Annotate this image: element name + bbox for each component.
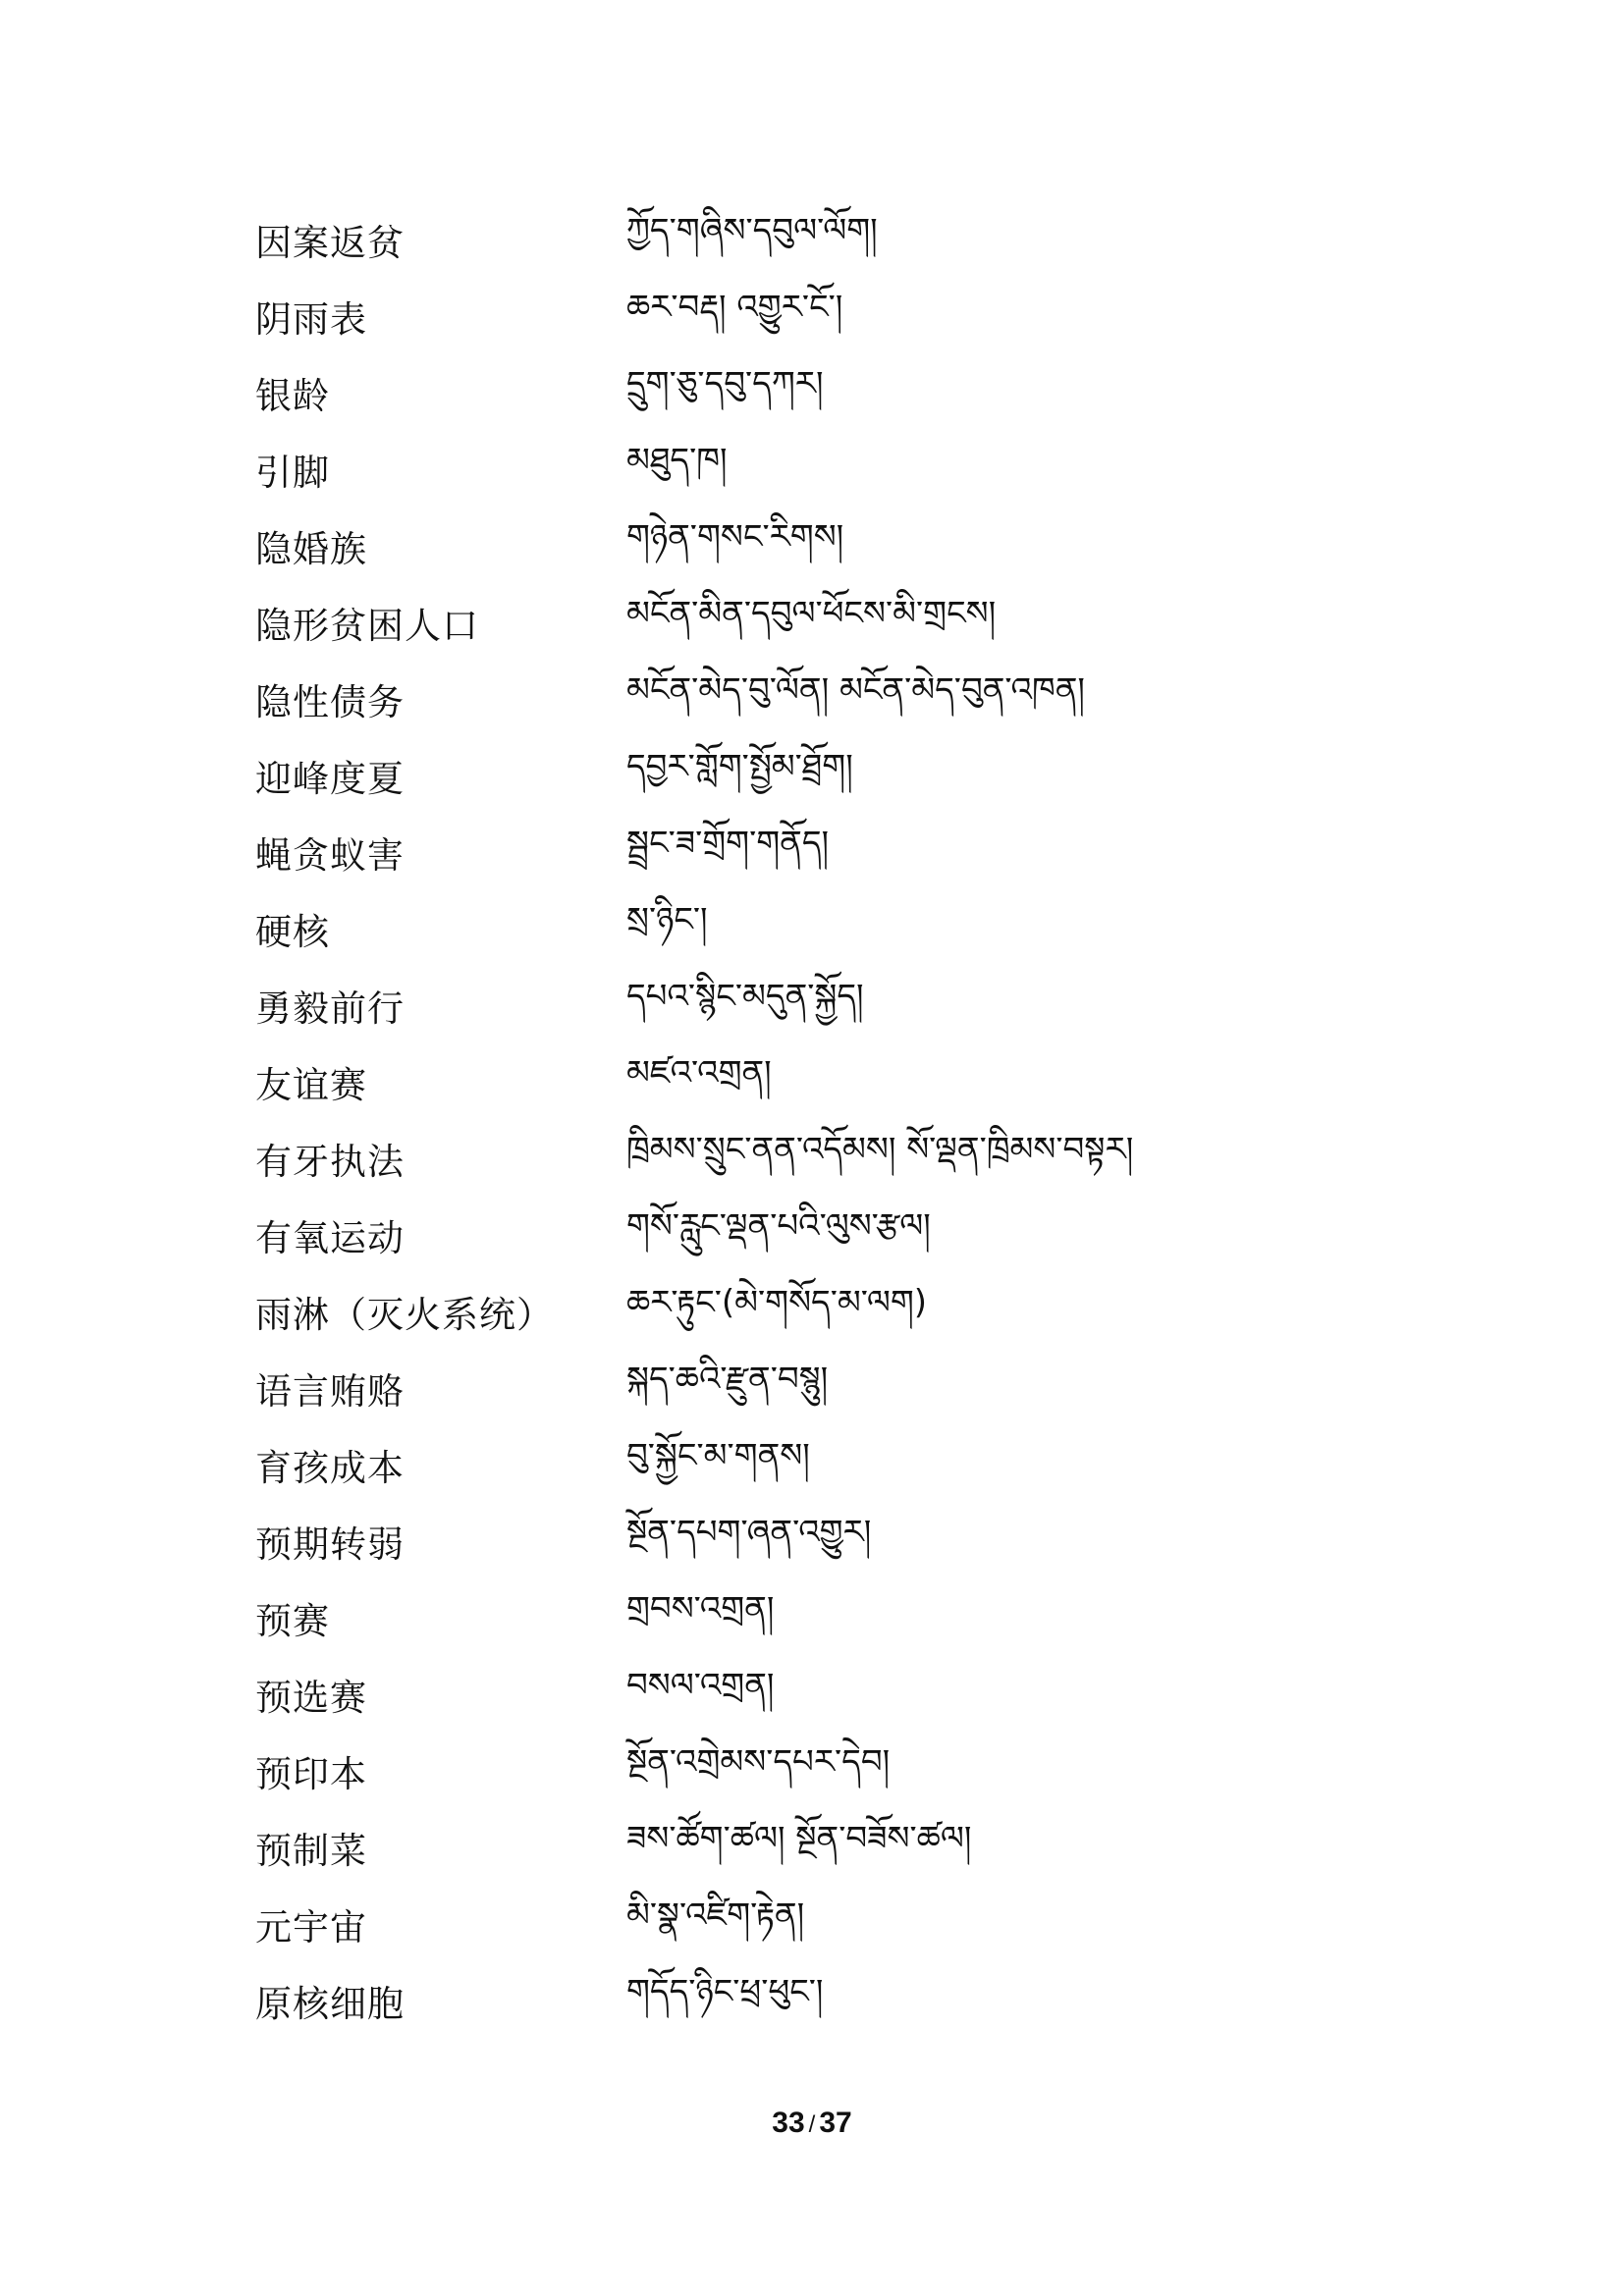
chinese-term: 勇毅前行 bbox=[255, 988, 405, 1030]
chinese-term: 银龄 bbox=[255, 375, 330, 417]
glossary-entry bbox=[255, 507, 1384, 584]
glossary-entry bbox=[255, 1043, 1384, 1120]
tibetan-term: དབྱར་གློག་སྤྱོམ་ཐྲོག། bbox=[626, 747, 853, 786]
tibetan-term: ཆར་བརྡ། འགྱུར་ངོ་། bbox=[626, 288, 843, 327]
tibetan-term: བུ་སྐྱོང་མ་གནས། bbox=[626, 1436, 810, 1475]
chinese-term: 迎峰度夏 bbox=[255, 758, 405, 800]
tibetan-term: མི་སྣ་འཛིག་རྟེན། bbox=[626, 1896, 805, 1935]
chinese-term: 有牙执法 bbox=[255, 1141, 405, 1183]
tibetan-term: མཛའ་འགྲན། bbox=[626, 1053, 772, 1093]
chinese-term: 阴雨表 bbox=[255, 298, 367, 341]
glossary-entry bbox=[255, 1426, 1384, 1503]
chinese-term: 预制菜 bbox=[255, 1830, 367, 1872]
tibetan-term: སྲ་ཉིང་། bbox=[626, 900, 708, 939]
glossary-entry bbox=[255, 1962, 1384, 2039]
chinese-term: 蝇贪蚁害 bbox=[255, 834, 405, 877]
tibetan-term: སྔོན་དཔག་ཞན་འགྱུར། bbox=[626, 1513, 872, 1552]
tibetan-term: སྦྲང་ཟ་གྲོག་གནོད། bbox=[626, 824, 830, 863]
glossary-entry bbox=[255, 890, 1384, 967]
tibetan-term: གྲབས་འགྲན། bbox=[626, 1589, 775, 1629]
glossary-entry bbox=[255, 1579, 1384, 1656]
tibetan-term: དྲུག་ཅུ་དབུ་དཀར། bbox=[626, 364, 824, 403]
tibetan-term: བསལ་འགྲན། bbox=[626, 1666, 775, 1705]
glossary-entry bbox=[255, 661, 1384, 737]
tibetan-term: གཉེན་གསང་རིགས། bbox=[626, 517, 844, 557]
glossary-entry bbox=[255, 814, 1384, 890]
tibetan-term: མངོན་མེད་བུ་ལོན། མངོན་མེད་བུན་འཁན། bbox=[626, 670, 1085, 710]
chinese-term: 雨淋（灭火系统） bbox=[255, 1294, 554, 1336]
glossary-entry bbox=[255, 1656, 1384, 1733]
chinese-term: 育孩成本 bbox=[255, 1447, 405, 1489]
chinese-term: 隐形贫困人口 bbox=[255, 605, 479, 647]
tibetan-term: ཁྲིམས་སྲུང་ནན་འདོམས། སོ་ལྡན་ཁྲིམས་བསྟར། bbox=[626, 1130, 1134, 1169]
glossary-list bbox=[255, 201, 1384, 2039]
chinese-term: 预选赛 bbox=[255, 1677, 367, 1719]
glossary-entry bbox=[255, 201, 1384, 278]
glossary-entry bbox=[255, 1733, 1384, 1809]
tibetan-term: ཟས་ཚོག་ཚལ། སྔོན་བཟོས་ཚལ། bbox=[626, 1819, 972, 1858]
tibetan-term: སྔོན་འགྲེམས་དཔར་དེབ། bbox=[626, 1742, 891, 1782]
glossary-entry bbox=[255, 1503, 1384, 1579]
chinese-term: 预印本 bbox=[255, 1753, 367, 1795]
tibetan-term: མཐུད་ཁ། bbox=[626, 441, 728, 480]
chinese-term: 隐婚族 bbox=[255, 528, 367, 570]
glossary-entry bbox=[255, 278, 1384, 354]
chinese-term: 原核细胞 bbox=[255, 1983, 405, 2025]
glossary-entry bbox=[255, 967, 1384, 1043]
chinese-term: 隐性债务 bbox=[255, 681, 405, 723]
chinese-term: 元宇宙 bbox=[255, 1906, 367, 1949]
tibetan-term: ཆར་རྟུང་(མེ་གསོད་མ་ལག) bbox=[626, 1283, 928, 1322]
glossary-entry bbox=[255, 1809, 1384, 1886]
glossary-entry bbox=[255, 1120, 1384, 1197]
glossary-entry bbox=[255, 1350, 1384, 1426]
chinese-term: 预期转弱 bbox=[255, 1523, 405, 1566]
glossary-entry bbox=[255, 431, 1384, 507]
chinese-term: 有氧运动 bbox=[255, 1217, 405, 1259]
chinese-term: 硬核 bbox=[255, 911, 330, 953]
chinese-term: 友谊赛 bbox=[255, 1064, 367, 1106]
glossary-entry bbox=[255, 584, 1384, 661]
glossary-entry bbox=[255, 1886, 1384, 1962]
chinese-term: 预赛 bbox=[255, 1600, 330, 1642]
tibetan-term: སྐད་ཆའི་རྫུན་བསྙུ། bbox=[626, 1360, 829, 1399]
current-page: 33 bbox=[772, 2107, 805, 2139]
chinese-term: 语言贿赂 bbox=[255, 1370, 405, 1413]
glossary-entry bbox=[255, 1273, 1384, 1350]
total-pages: 37 bbox=[819, 2107, 852, 2139]
tibetan-term: གསོ་རླུང་ལྡན་པའི་ལུས་རྩལ། bbox=[626, 1206, 931, 1246]
chinese-term: 引脚 bbox=[255, 452, 330, 494]
tibetan-term: མངོན་མིན་དབུལ་ཕོངས་མི་གྲངས། bbox=[626, 594, 997, 633]
tibetan-term: ཀྱོད་གཞིས་དབུལ་ལོག། bbox=[626, 211, 878, 250]
chinese-term: 因案返贫 bbox=[255, 222, 405, 264]
tibetan-term: གདོད་ཉིང་ཕྲ་ཕུང་། bbox=[626, 1972, 824, 2011]
page-number bbox=[0, 2107, 1624, 2140]
glossary-entry bbox=[255, 354, 1384, 431]
glossary-entry bbox=[255, 737, 1384, 814]
page-separator: / bbox=[808, 2111, 816, 2138]
tibetan-term: དཔའ་སྙིང་མདུན་སྐྱོད། bbox=[626, 977, 864, 1016]
glossary-entry bbox=[255, 1197, 1384, 1273]
